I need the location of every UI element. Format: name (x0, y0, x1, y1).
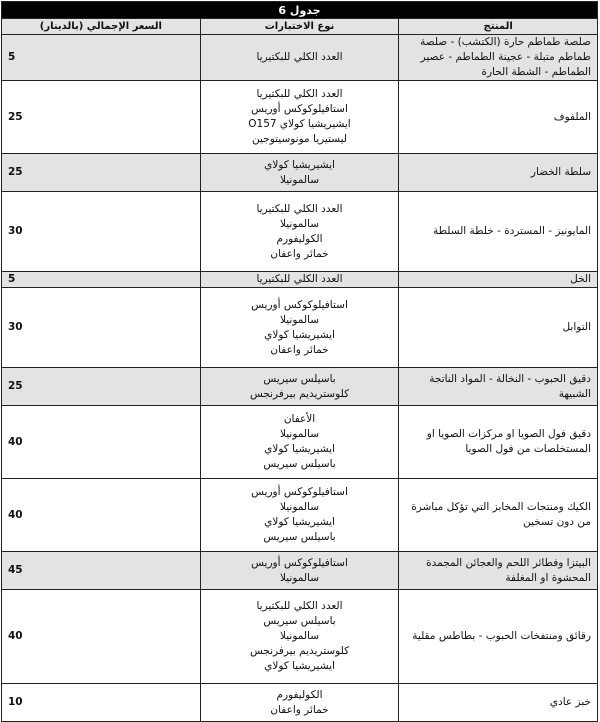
test-item: باسيلس سيريس (263, 615, 336, 627)
product-cell: التوابل (399, 288, 598, 368)
test-item: العدد الكلي للبكتيريا (256, 51, 343, 63)
price-cell: 45 (2, 552, 201, 590)
test-item: سالمونيلا (279, 173, 320, 186)
test-item: ايشيريشيا كولاي O157 (248, 118, 351, 130)
tests-cell (200, 192, 399, 272)
price-cell: 25 (2, 154, 201, 192)
price-cell: 40 (2, 479, 201, 552)
test-item: خمائر واعفان (270, 247, 329, 260)
test-item: ليستيريا مونوسيتوجين (252, 133, 347, 145)
test-item: الأعفان (283, 413, 316, 425)
tests-cell (200, 368, 399, 406)
product-cell: خبز عادي (399, 684, 598, 722)
test-item: باسيلس سيريس (263, 372, 336, 385)
table-header-row (2, 19, 598, 35)
test-item: الكوليفورم (276, 688, 323, 701)
price-cell: 30 (2, 288, 201, 368)
test-item: العدد الكلي للبكتيريا (256, 88, 343, 100)
test-item: العدد الكلي للبكتيريا (256, 273, 343, 285)
table-title: جدول 6 (2, 2, 598, 19)
test-item: استافيلوكوكس أوريس (251, 103, 348, 115)
test-item: كلوستريديم بيرفرنجس (249, 645, 350, 657)
test-item: استافيلوكوكس أوريس (251, 556, 348, 569)
table-body (2, 35, 598, 722)
test-item: سالمونيلا (279, 571, 320, 584)
test-item: العدد الكلي للبكتيريا (256, 202, 343, 215)
product-cell: سلطة الخضار (399, 154, 598, 192)
table-container (1, 1, 598, 722)
tests-cell (200, 684, 399, 722)
test-item: العدد الكلي للبكتيريا (256, 600, 343, 612)
header-price: السعر الإجمالي (بالدينار) (2, 19, 201, 35)
table-row (2, 684, 598, 722)
test-item: سالمونيلا (279, 313, 320, 326)
test-item: استافيلوكوكس أوريس (251, 298, 348, 311)
table-row (2, 272, 598, 288)
table-row (2, 192, 598, 272)
test-item: ايشيريشيا كولاي (264, 158, 335, 171)
price-cell: 40 (2, 406, 201, 479)
tests-cell (200, 81, 399, 154)
tests-cell (200, 552, 399, 590)
test-item: سالمونيلا (279, 217, 320, 230)
price-cell: 30 (2, 192, 201, 272)
test-item: ايشيريشيا كولاي (264, 660, 335, 672)
table-row (2, 288, 598, 368)
food-tests-table (1, 1, 598, 722)
product-cell: المايونيز - المستردة - خلطة السلطة (399, 192, 598, 272)
header-product: المنتج (399, 19, 598, 35)
table-row (2, 81, 598, 154)
product-cell: دقيق الحبوب - النخالة - المواد الناتجة الشبيهة (399, 368, 598, 406)
test-item: باسيلس سيريس (263, 531, 336, 543)
product-cell: رقائق ومنتفخات الحبوب - بطاطس مقلية (399, 590, 598, 684)
tests-cell (200, 590, 399, 684)
table-row (2, 35, 598, 81)
table-row (2, 406, 598, 479)
tests-cell (200, 35, 399, 81)
product-cell: الملفوف (399, 81, 598, 154)
test-item: ايشيريشيا كولاي (264, 328, 335, 341)
test-item: ايشيريشيا كولاي (264, 516, 335, 528)
price-cell: 25 (2, 81, 201, 154)
tests-cell (200, 272, 399, 288)
test-item: ايشيريشيا كولاي (264, 443, 335, 455)
table-row (2, 590, 598, 684)
header-tests: نوع الاختبارات (200, 19, 399, 35)
product-cell: البيتزا وفطائر اللحم والعجائن المجمدة المحشوة او المغلفة (399, 552, 598, 590)
tests-cell (200, 154, 399, 192)
price-cell: 5 (2, 272, 201, 288)
product-cell: الخل (399, 272, 598, 288)
product-cell: دقيق فول الصويا او مركزات الصويا او المستخلصات من فول الصويا (399, 406, 598, 479)
price-cell: 40 (2, 590, 201, 684)
price-cell: 10 (2, 684, 201, 722)
product-cell: الكيك ومنتجات المخابز التي تؤكل مباشرة من دون تسخين (399, 479, 598, 552)
tests-cell (200, 479, 399, 552)
table-row (2, 368, 598, 406)
test-item: سالمونيلا (279, 501, 320, 513)
table-row (2, 479, 598, 552)
test-item: كلوستريديم بيرفرنجس (249, 387, 350, 400)
tests-cell (200, 288, 399, 368)
test-item: خمائر واعفان (270, 703, 329, 716)
tests-cell (200, 406, 399, 479)
test-item: سالمونيلا (279, 630, 320, 642)
price-cell: 5 (2, 35, 201, 81)
product-cell: صلصة طماطم حارة (الكتشب) - صلصة طماطم متبلة - عجينة الطماطم - عصير الطماطم - الشطة الحارة (399, 35, 598, 81)
table-row (2, 154, 598, 192)
table-row (2, 552, 598, 590)
test-item: الكوليفورم (276, 232, 323, 245)
test-item: سالمونيلا (279, 428, 320, 440)
test-item: باسيلس سيريس (263, 458, 336, 470)
price-cell: 25 (2, 368, 201, 406)
table-title-row (2, 2, 598, 19)
test-item: استافيلوكوكس أوريس (251, 486, 348, 498)
test-item: خمائر واعفان (270, 343, 329, 356)
